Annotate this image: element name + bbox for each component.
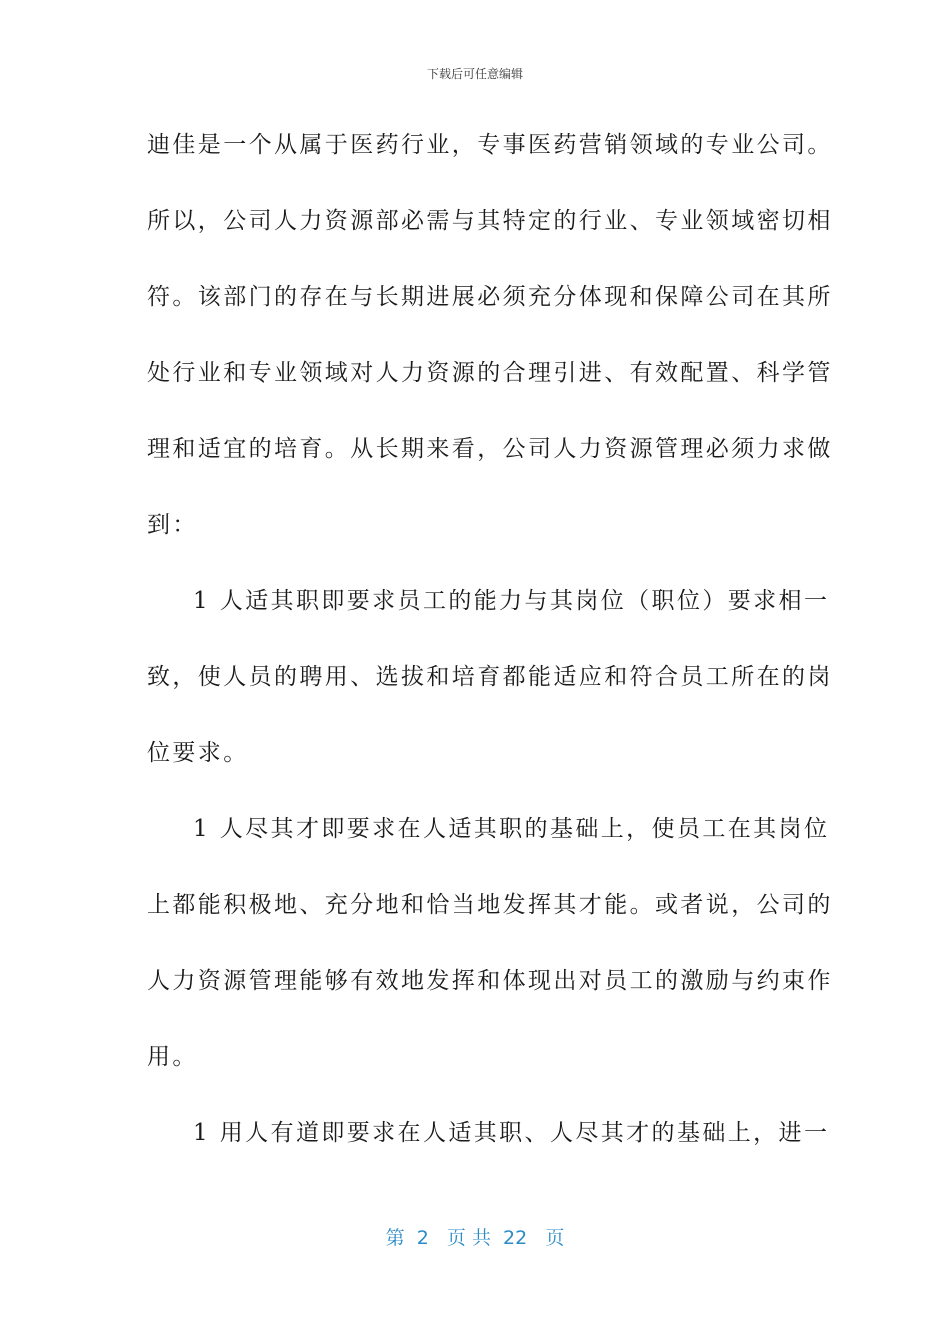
text-line: 迪佳是一个从属于医药行业，专事医药营销领域的专业公司。 <box>147 132 833 158</box>
document-body <box>147 126 833 1190</box>
text-line: 位要求。 <box>147 740 249 766</box>
text-line: 1 人适其职即要求员工的能力与其岗位（职位）要求相一 <box>193 588 830 614</box>
page-footer: 第 2 页 共 22 页 <box>385 1227 565 1249</box>
text-line: 人力资源管理能够有效地发挥和体现出对员工的激励与约束作 <box>147 968 833 994</box>
text-line: 到： <box>147 512 198 538</box>
text-line: 上都能积极地、充分地和恰当地发挥其才能。或者说，公司的 <box>147 892 833 918</box>
text-line: 符。该部门的存在与长期进展必须充分体现和保障公司在其所 <box>147 284 833 310</box>
text-line: 理和适宜的培育。从长期来看，公司人力资源管理必须力求做 <box>147 436 833 462</box>
text-line: 处行业和专业领域对人力资源的合理引进、有效配置、科学管 <box>147 360 833 386</box>
page-header: 下载后可任意编辑 <box>426 67 523 81</box>
text-line: 致，使人员的聘用、选拔和培育都能适应和符合员工所在的岗 <box>147 664 833 690</box>
text-line: 1 用人有道即要求在人适其职、人尽其才的基础上，进一 <box>193 1120 830 1146</box>
text-line: 用。 <box>147 1044 198 1070</box>
text-line: 所以，公司人力资源部必需与其特定的行业、专业领域密切相 <box>147 208 833 234</box>
text-line: 1 人尽其才即要求在人适其职的基础上，使员工在其岗位 <box>193 816 830 842</box>
